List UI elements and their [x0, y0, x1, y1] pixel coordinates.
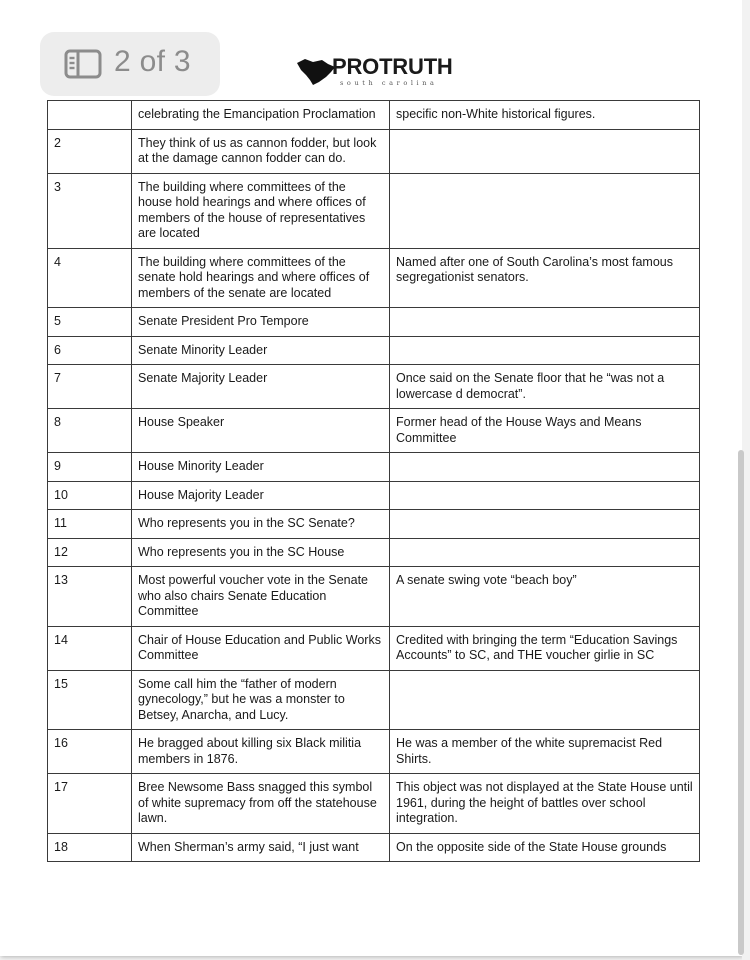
hint-cell: On the opposite side of the State House grounds	[390, 833, 700, 862]
clue-cell: Who represents you in the SC House	[132, 538, 390, 567]
table-row	[48, 129, 700, 173]
clue-cell: celebrating the Emancipation Proclamation	[132, 101, 390, 130]
clue-cell: Some call him the “father of modern gynecology,” but he was a monster to Betsey, Anarcha, and Lucy.	[132, 670, 390, 730]
clue-cell: The building where committees of the house hold hearings and where offices of members of the house of representatives are located	[132, 173, 390, 248]
table-row	[48, 567, 700, 627]
row-number-cell: 12	[48, 538, 132, 567]
hint-cell: He was a member of the white supremacist Red Shirts.	[390, 730, 700, 774]
hint-cell: Credited with bringing the term “Education Savings Accounts” to SC, and THE voucher girlie in SC	[390, 626, 700, 670]
logo-tagline: south carolina	[340, 79, 438, 87]
row-number-cell: 18	[48, 833, 132, 862]
clue-cell: Bree Newsome Bass snagged this symbol of white supremacy from off the statehouse lawn.	[132, 774, 390, 834]
hint-cell	[390, 129, 700, 173]
hint-cell	[390, 308, 700, 337]
table-row	[48, 248, 700, 308]
hint-cell: This object was not displayed at the State House until 1961, during the height of battles over school integration.	[390, 774, 700, 834]
clue-cell: Most powerful voucher vote in the Senate who also chairs Senate Education Committee	[132, 567, 390, 627]
hint-cell	[390, 173, 700, 248]
table-row	[48, 730, 700, 774]
hint-cell: Former head of the House Ways and Means Committee	[390, 409, 700, 453]
hint-cell	[390, 670, 700, 730]
row-number-cell: 8	[48, 409, 132, 453]
clue-cell: Senate Majority Leader	[132, 365, 390, 409]
clue-cell: Senate President Pro Tempore	[132, 308, 390, 337]
clue-cell: Chair of House Education and Public Works Committee	[132, 626, 390, 670]
row-number-cell: 16	[48, 730, 132, 774]
scrollbar-thumb[interactable]	[738, 450, 744, 955]
clue-cell: When Sherman’s army said, “I just want	[132, 833, 390, 862]
hint-cell: Named after one of South Carolina’s most famous segregationist senators.	[390, 248, 700, 308]
table-row	[48, 365, 700, 409]
quiz-table	[47, 100, 700, 862]
row-number-cell: 4	[48, 248, 132, 308]
south-carolina-map-icon	[296, 56, 336, 86]
hint-cell	[390, 453, 700, 482]
row-number-cell: 9	[48, 453, 132, 482]
row-number-cell: 17	[48, 774, 132, 834]
clue-cell: House Majority Leader	[132, 481, 390, 510]
row-number-cell: 2	[48, 129, 132, 173]
table-row	[48, 308, 700, 337]
page-count-label: 2 of 3	[114, 45, 191, 78]
table-row	[48, 510, 700, 539]
hint-cell: A senate swing vote “beach boy”	[390, 567, 700, 627]
page-indicator[interactable]	[40, 32, 220, 96]
protruth-logo	[296, 54, 466, 94]
sidebar-panel-icon[interactable]	[64, 49, 102, 79]
row-number-cell: 14	[48, 626, 132, 670]
row-number-cell: 10	[48, 481, 132, 510]
clue-cell: House Speaker	[132, 409, 390, 453]
clue-cell: The building where committees of the senate hold hearings and where offices of members of the senate are located	[132, 248, 390, 308]
table-row	[48, 626, 700, 670]
table-row	[48, 453, 700, 482]
table-row	[48, 173, 700, 248]
row-number-cell: 11	[48, 510, 132, 539]
table-row	[48, 774, 700, 834]
clue-cell: They think of us as cannon fodder, but look at the damage cannon fodder can do.	[132, 129, 390, 173]
table-row	[48, 538, 700, 567]
row-number-cell: 13	[48, 567, 132, 627]
row-number-cell	[48, 101, 132, 130]
hint-cell: Once said on the Senate floor that he “was not a lowercase d democrat”.	[390, 365, 700, 409]
hint-cell	[390, 510, 700, 539]
row-number-cell: 15	[48, 670, 132, 730]
clue-cell: House Minority Leader	[132, 453, 390, 482]
clue-cell: Who represents you in the SC Senate?	[132, 510, 390, 539]
hint-cell	[390, 538, 700, 567]
row-number-cell: 6	[48, 336, 132, 365]
table-row	[48, 481, 700, 510]
row-number-cell: 3	[48, 173, 132, 248]
row-number-cell: 7	[48, 365, 132, 409]
hint-cell: specific non-White historical figures.	[390, 101, 700, 130]
logo-wordmark: PROTRUTH	[332, 54, 453, 79]
clue-cell: He bragged about killing six Black militia members in 1876.	[132, 730, 390, 774]
table-row	[48, 336, 700, 365]
table-row	[48, 101, 700, 130]
table-row	[48, 670, 700, 730]
hint-cell	[390, 481, 700, 510]
table-row	[48, 833, 700, 862]
table-row	[48, 409, 700, 453]
row-number-cell: 5	[48, 308, 132, 337]
hint-cell	[390, 336, 700, 365]
clue-cell: Senate Minority Leader	[132, 336, 390, 365]
